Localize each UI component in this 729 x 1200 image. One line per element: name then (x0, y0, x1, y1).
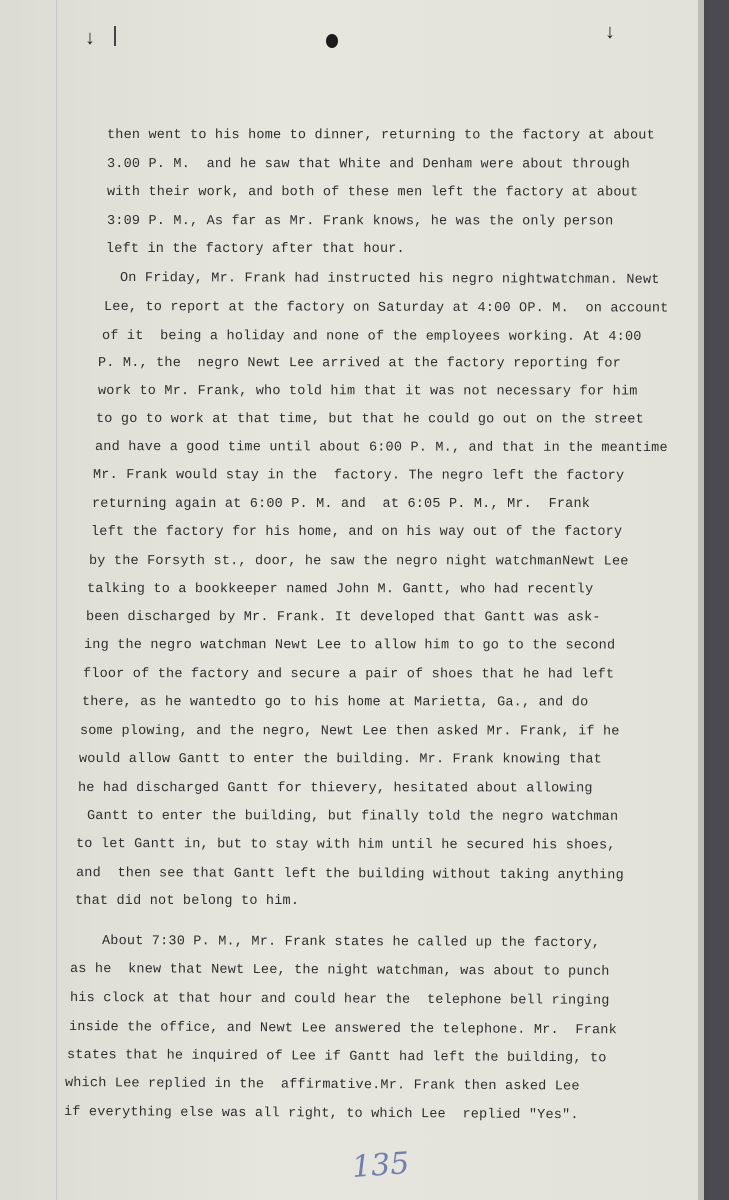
text-line: 3.00 P. M. and he saw that White and Denham were about through (106, 157, 630, 173)
text-line: some plowing, and the negro, Newt Lee then asked Mr. Frank, if he (79, 724, 620, 740)
text-line: and have a good time until about 6:00 P. M., and that in the meantime (94, 440, 668, 456)
text-line: left in the factory after that hour. (106, 242, 405, 257)
text-line: talking to a bookkeeper named John M. Gantt, who had recently (86, 582, 594, 598)
text-line: left the factory for his home, and on his way out of the factory (91, 525, 623, 540)
text-line: which Lee replied in the affirmative.Mr. Frank then asked Lee (64, 1076, 580, 1095)
text-line: would allow Gantt to enter the building. Mr. Frank knowing that (78, 752, 602, 768)
text-line: returning again at 6:00 P. M. and at 6:05 P. M., Mr. Frank (92, 497, 591, 512)
text-line: Lee, to report at the factory on Saturday at 4:00 OP. M. on account (103, 300, 669, 317)
text-line: by the Forsyth st., door, he saw the negro night watchmanNewt Lee (88, 554, 629, 570)
text-line: 3:09 P. M., As far as Mr. Frank knows, he was the only person (106, 214, 614, 230)
text-line: with their work, and both of these men left the factory at about (106, 185, 639, 201)
paper-edge (698, 0, 704, 1200)
text-line: to let Gantt in, but to stay with him until he secured his shoes, (75, 837, 616, 854)
text-line: he had discharged Gantt for thievery, hesitated about allowing (77, 781, 593, 797)
text-line: and then see that Gantt left the building without taking anything (75, 866, 624, 884)
text-line: that did not belong to him. (75, 894, 300, 909)
text-line: if everything else was all right, to which Lee replied "Yes". (63, 1105, 579, 1124)
text-line: On Friday, Mr. Frank had instructed his negro nightwatchman. Newt (119, 271, 660, 288)
text-line: work to Mr. Frank, who told him that it was not necessary for him (97, 384, 638, 400)
text-line: as he knew that Newt Lee, the night watchman, was about to punch (69, 962, 610, 980)
punch-hole (326, 34, 338, 48)
faded-letterhead (210, 0, 470, 16)
fastener-mark-right-icon: ↓ (604, 22, 617, 45)
text-line: floor of the factory and secure a pair of shoes that he had left (82, 667, 615, 683)
fastener-mark-left-icon: ↓ (84, 28, 97, 51)
text-line: to go to work at that time, but that he could go out on the street (95, 412, 644, 428)
text-line: Gantt to enter the building, but finally told the negro watchman (86, 809, 619, 825)
text-line: Mr. Frank would stay in the factory. The negro left the factory (92, 468, 625, 484)
text-line: there, as he wantedto go to his home at Marietta, Ga., and do (81, 695, 589, 711)
text-line: of it being a holiday and none of the employees working. At 4:00 (101, 329, 642, 345)
text-line: ing the negro watchman Newt Lee to allow him to go to the second (83, 638, 616, 654)
text-line: About 7:30 P. M., Mr. Frank states he called up the factory, (101, 934, 601, 952)
text-line: his clock at that hour and could hear the telephone bell ringing (69, 991, 610, 1009)
text-line: P. M., the negro Newt Lee arrived at the factory reporting for (97, 356, 621, 372)
text-line: then went to his home to dinner, returning to the factory at about (106, 128, 655, 144)
text-line: states that he inquired of Lee if Gantt had left the building, to (66, 1048, 607, 1067)
text-line: been discharged by Mr. Frank. It developed that Gantt was ask- (85, 610, 601, 626)
margin-line (56, 0, 57, 1200)
pencil-tick-mark (114, 26, 116, 46)
page-number: 135 (350, 1146, 411, 1185)
text-line: inside the office, and Newt Lee answered the telephone. Mr. Frank (68, 1020, 617, 1039)
